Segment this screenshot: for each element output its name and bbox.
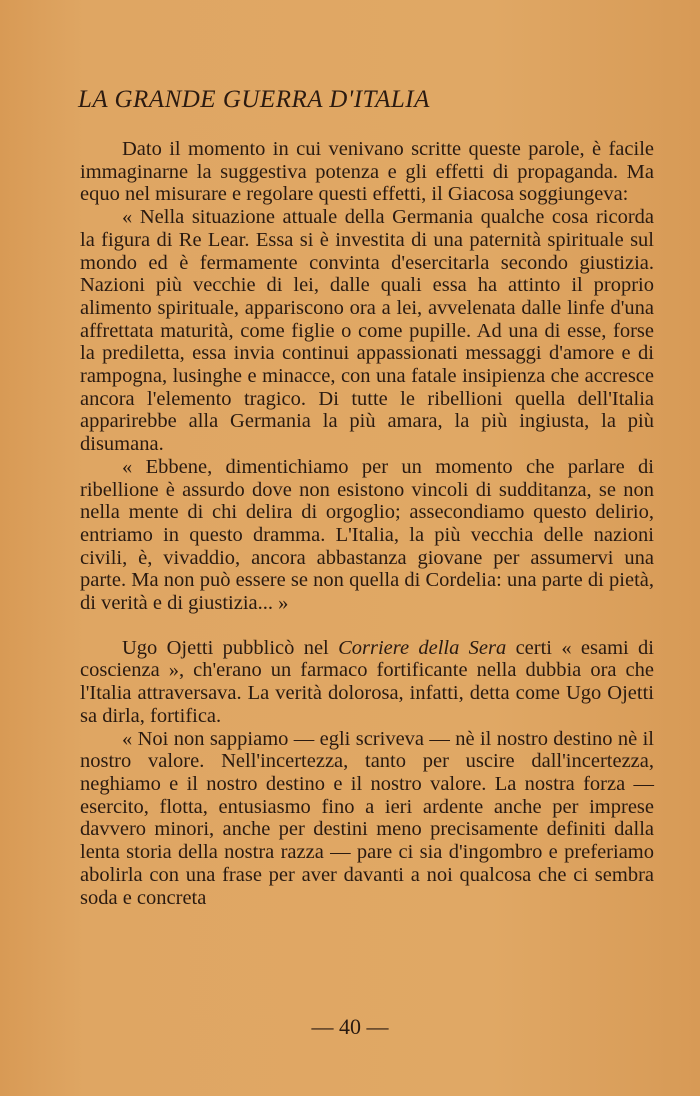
intro-text-cont: certi « esami di coscienza », ch'erano un farmaco fortificante nella dubbia ora che l'Italia attraversava. La verità dolorosa, infatti, detta come Ugo Ojetti sa dirla, fortifica.	[80, 636, 654, 727]
paragraph: « Noi non sappiamo — egli scriveva — nè il nostro destino nè il nostro valore. Nell'incertezza, tanto per uscire dall'incertezza, neghiamo e il nostro destino e il nostro valore. La nostra forza — esercito, flotta, entusiasmo fino a ieri ardente anche per imprese davvero minori, anche per destini meno precisamente definiti dalla lenta storia della nostra razza — pare ci sia d'ingombro e preferiamo abolirla con una frase per aver davanti a noi qualcosa che ci sembra soda e concreta	[80, 727, 654, 909]
body-text	[80, 138, 654, 909]
paragraph: « Nella situazione attuale della Germania qualche cosa ricorda la figura di Re Lear. Essa si è investita di una paternità spirituale sul mondo ed è fermamente convinta d'esercitarla secondo giustizia. Nazioni più vecchie di lei, dalle quali essa ha attinto il proprio alimento spirituale, appariscono ora a lei, avvelenata dalle linfe d'una affrettata maturità, come figlie o come pupille. Ad una di esse, forse la prediletta, essa invia continui appassionati messaggi d'amore e di rampogna, lusinghe e minacce, con una fatale insipienza che accresce ancora l'elemento tragico. Di tutte le ribellioni quella dell'Italia apparirebbe alla Germania la più amara, la più ingiusta, la più disumana.	[80, 206, 654, 456]
paragraph-ojetti-intro	[80, 637, 654, 728]
newspaper-title: Corriere della Sera	[338, 636, 507, 659]
page-number: — 40 —	[311, 1014, 389, 1039]
paragraph: Dato il momento in cui venivano scritte queste parole, è facile immaginarne la suggestiva potenza e gli effetti di propaganda. Ma equo nel misurare e regolare questi effetti, il Giacosa soggiungeva:	[80, 138, 654, 206]
running-title: LA GRANDE GUERRA D'ITALIA	[78, 86, 430, 113]
paragraph: « Ebbene, dimentichiamo per un momento che parlare di ribellione è assurdo dove non esistono vincoli di sudditanza, se non nella mente di chi delira di orgoglio; assecondiamo questo delirio, entriamo in questo dramma. L'Italia, la più vecchia delle nazioni civili, è, vivaddio, ancora abbastanza giovane per assumervi una parte. Ma non può essere se non quella di Cordelia: una parte di pietà, di verità e di giustizia... »	[80, 455, 654, 615]
intro-text: Ugo Ojetti pubblicò nel	[122, 636, 339, 659]
